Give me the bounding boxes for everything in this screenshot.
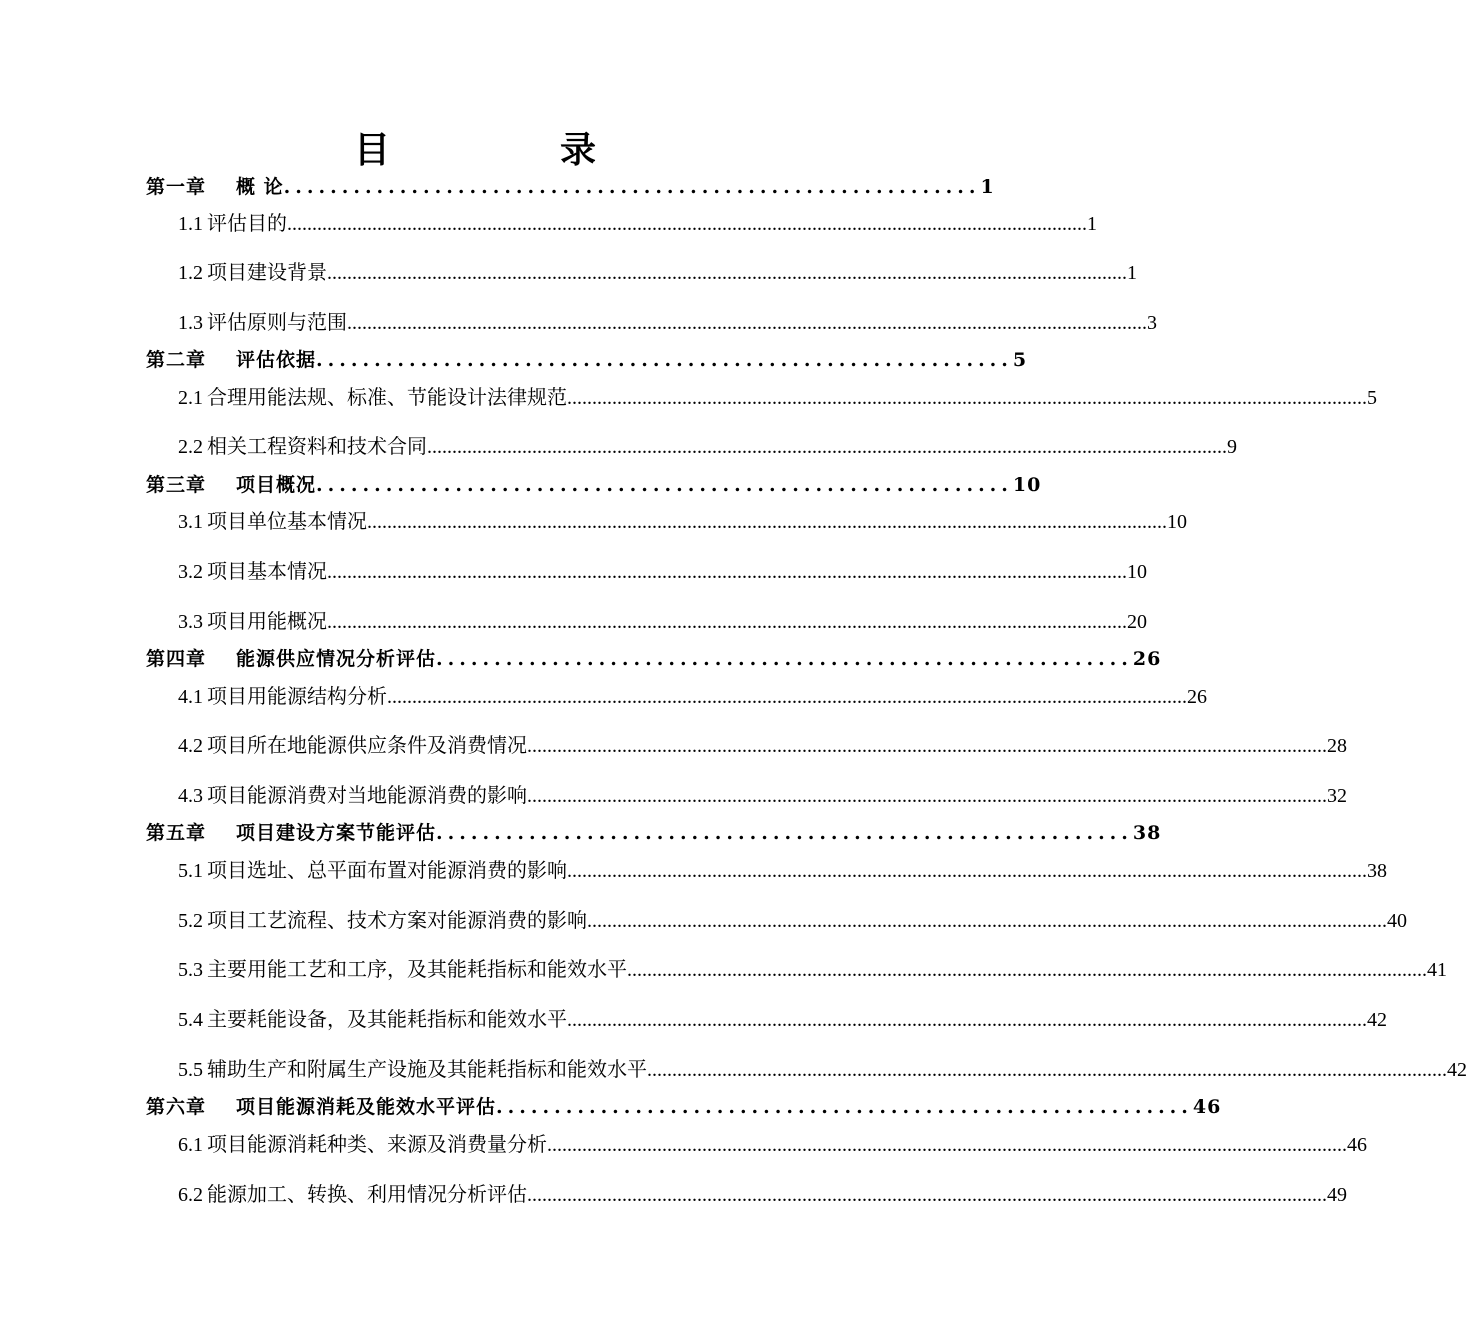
toc-entry-title: 项目概况 [236, 474, 317, 496]
dot-leader: ................................................................................................................................................................ [567, 387, 1367, 409]
dot-leader: ................................................................................................................................................................ [647, 1059, 1447, 1081]
toc-entry-number: 6.1 [178, 1134, 203, 1156]
toc-entry-label [178, 731, 527, 761]
toc-section-entry[interactable] [178, 1005, 1387, 1035]
toc-entry-label [178, 258, 327, 288]
toc-section-entry[interactable] [178, 731, 1347, 761]
toc-entry-label [146, 470, 316, 500]
toc-entry-page-number: 1 [980, 176, 995, 198]
toc-entry-title: 项目建设方案节能评估 [236, 822, 437, 844]
toc-chapter-entry[interactable] [146, 470, 1042, 500]
toc-entry-label [178, 906, 587, 936]
toc-entry-label [178, 607, 327, 637]
toc-entry-title: 项目单位基本情况 [207, 511, 367, 533]
toc-entry-number: 5.2 [178, 910, 203, 932]
toc-entry-number: 1.2 [178, 262, 203, 284]
dot-leader: ................................................................................................................................................................ [327, 611, 1127, 633]
toc-entry-page-number: 26 [1132, 648, 1162, 670]
toc-entry-label [178, 781, 527, 811]
toc-section-entry[interactable] [178, 1180, 1347, 1210]
toc-entry-label [178, 1130, 547, 1160]
toc-chapter-entry[interactable] [146, 818, 1162, 848]
toc-entry-title: 主要耗能设备，及其能耗指标和能效水平 [207, 1009, 567, 1031]
toc-entry-title: 项目用能概况 [207, 611, 327, 633]
toc-entry-title: 评估原则与范围 [207, 312, 347, 334]
toc-entry-page-number: 40 [1387, 910, 1407, 932]
toc-entry-label [146, 644, 436, 674]
toc-entry-page-number: 10 [1167, 511, 1187, 533]
toc-entry-number: 4.1 [178, 686, 203, 708]
dot-leader: ............................................................ [283, 176, 981, 198]
dot-leader: ................................................................................................................................................................ [347, 312, 1147, 334]
dot-leader: ................................................................................................................................................................ [587, 910, 1387, 932]
toc-entry-title: 项目选址、总平面布置对能源消费的影响 [207, 860, 567, 882]
dot-leader: ............................................................ [496, 1096, 1193, 1118]
toc-entry-page-number: 49 [1327, 1184, 1347, 1206]
toc-entry-title: 项目能源消耗种类、来源及消费量分析 [207, 1134, 547, 1156]
toc-entry-page-number: 1 [1127, 262, 1137, 284]
toc-entry-title: 项目建设背景 [207, 262, 327, 284]
toc-section-entry[interactable] [178, 308, 1157, 338]
toc-entry-title: 辅助生产和附属生产设施及其能耗指标和能效水平 [207, 1059, 647, 1081]
toc-entry-title: 合理用能法规、标准、节能设计法律规范 [207, 387, 567, 409]
toc-section-entry[interactable] [178, 258, 1137, 288]
dot-leader: ................................................................................................................................................................ [527, 785, 1327, 807]
toc-entry-label [178, 308, 347, 338]
toc-section-entry[interactable] [178, 507, 1187, 537]
toc-entry-page-number: 38 [1132, 822, 1162, 844]
toc-entry-page-number: 41 [1427, 959, 1447, 981]
toc-entry-label [178, 1055, 647, 1085]
toc-entry-title: 项目用能源结构分析 [207, 686, 387, 708]
toc-chapter-entry[interactable] [146, 644, 1162, 674]
toc-section-entry[interactable] [178, 209, 1097, 239]
toc-entry-title: 概 论 [236, 176, 284, 198]
toc-entry-number: 1.3 [178, 312, 203, 334]
toc-entry-title: 项目工艺流程、技术方案对能源消费的影响 [207, 910, 587, 932]
toc-entry-label [146, 1092, 496, 1122]
toc-entry-number: 3.2 [178, 561, 203, 583]
toc-entry-page-number: 3 [1147, 312, 1157, 334]
toc-chapter-entry[interactable] [146, 172, 995, 202]
toc-entry-page-number: 10 [1127, 561, 1147, 583]
toc-entry-title: 相关工程资料和技术合同 [207, 436, 427, 458]
toc-entry-page-number: 42 [1447, 1059, 1467, 1081]
toc-section-entry[interactable] [178, 955, 1447, 985]
page-title [0, 126, 950, 174]
toc-entry-number: 第五章 [146, 822, 207, 844]
toc-entry-page-number: 10 [1012, 474, 1042, 496]
toc-section-entry[interactable] [178, 1055, 1467, 1085]
toc-entry-title: 评估依据 [236, 349, 317, 371]
toc-entry-title: 项目能源消耗及能效水平评估 [236, 1096, 497, 1118]
toc-entry-title: 项目基本情况 [207, 561, 327, 583]
dot-leader: ................................................................................................................................................................ [627, 959, 1427, 981]
dot-leader: ................................................................................................................................................................ [327, 262, 1127, 284]
dot-leader: ................................................................................................................................................................ [527, 735, 1327, 757]
toc-chapter-entry[interactable] [146, 1092, 1222, 1122]
toc-entry-label [178, 383, 567, 413]
toc-entry-number: 5.4 [178, 1009, 203, 1031]
toc-entry-page-number: 28 [1327, 735, 1347, 757]
dot-leader: ................................................................................................................................................................ [427, 436, 1227, 458]
toc-entry-number: 第四章 [146, 648, 207, 670]
toc-entry-number: 4.3 [178, 785, 203, 807]
toc-entry-label [178, 1180, 527, 1210]
toc-section-entry[interactable] [178, 906, 1407, 936]
title-char: 目 [354, 129, 391, 171]
toc-entry-number: 1.1 [178, 213, 203, 235]
toc-entry-title: 项目能源消费对当地能源消费的影响 [207, 785, 527, 807]
toc-chapter-entry[interactable] [146, 345, 1028, 375]
toc-section-entry[interactable] [178, 557, 1147, 587]
toc-entry-page-number: 20 [1127, 611, 1147, 633]
dot-leader: ................................................................................................................................................................ [547, 1134, 1347, 1156]
toc-entry-number: 6.2 [178, 1184, 203, 1206]
toc-section-entry[interactable] [178, 856, 1387, 886]
dot-leader: ................................................................................................................................................................ [287, 213, 1087, 235]
toc-entry-label [178, 856, 567, 886]
toc-section-entry[interactable] [178, 607, 1147, 637]
toc-entry-number: 5.1 [178, 860, 203, 882]
toc-entry-title: 评估目的 [207, 213, 287, 235]
toc-entry-title: 项目所在地能源供应条件及消费情况 [207, 735, 527, 757]
toc-entry-number: 第二章 [146, 349, 207, 371]
toc-entry-number: 第一章 [146, 176, 207, 198]
toc-section-entry[interactable] [178, 383, 1377, 413]
dot-leader: ................................................................................................................................................................ [327, 561, 1127, 583]
toc-entry-number: 3.1 [178, 511, 203, 533]
dot-leader: ................................................................................................................................................................ [367, 511, 1167, 533]
toc-entry-label [146, 818, 436, 848]
toc-section-entry[interactable] [178, 432, 1237, 462]
toc-entry-title: 能源供应情况分析评估 [236, 648, 437, 670]
toc-entry-label [178, 507, 367, 537]
toc-entry-page-number: 42 [1367, 1009, 1387, 1031]
toc-entry-number: 第六章 [146, 1096, 207, 1118]
dot-leader: ................................................................................................................................................................ [387, 686, 1187, 708]
toc-entry-page-number: 1 [1087, 213, 1097, 235]
toc-entry-title: 主要用能工艺和工序，及其能耗指标和能效水平 [207, 959, 627, 981]
toc-entry-label [146, 172, 284, 202]
toc-section-entry[interactable] [178, 1130, 1367, 1160]
toc-entry-page-number: 9 [1227, 436, 1237, 458]
toc-entry-number: 2.2 [178, 436, 203, 458]
dot-leader: ................................................................................................................................................................ [527, 1184, 1327, 1206]
dot-leader: ............................................................ [316, 474, 1013, 496]
toc-entry-number: 5.5 [178, 1059, 203, 1081]
toc-entry-page-number: 32 [1327, 785, 1347, 807]
title-char: 录 [560, 129, 597, 171]
toc-entry-label [178, 209, 287, 239]
dot-leader: ............................................................ [316, 349, 1013, 371]
toc-entry-page-number: 5 [1367, 387, 1377, 409]
toc-section-entry[interactable] [178, 781, 1347, 811]
dot-leader: ............................................................ [436, 648, 1133, 670]
dot-leader: ............................................................ [436, 822, 1133, 844]
toc-entry-page-number: 38 [1367, 860, 1387, 882]
toc-entry-label [178, 432, 427, 462]
toc-entry-label [178, 682, 387, 712]
toc-entry-page-number: 26 [1187, 686, 1207, 708]
toc-entry-title: 能源加工、转换、利用情况分析评估 [207, 1184, 527, 1206]
dot-leader: ................................................................................................................................................................ [567, 860, 1367, 882]
toc-entry-number: 第三章 [146, 474, 207, 496]
toc-entry-number: 3.3 [178, 611, 203, 633]
toc-entry-number: 5.3 [178, 959, 203, 981]
toc-entry-page-number: 46 [1347, 1134, 1367, 1156]
toc-entry-label [178, 1005, 567, 1035]
toc-entry-page-number: 46 [1192, 1096, 1222, 1118]
toc-section-entry[interactable] [178, 682, 1207, 712]
toc-entry-label [178, 557, 327, 587]
toc-entry-page-number: 5 [1012, 349, 1028, 371]
toc-entry-number: 4.2 [178, 735, 203, 757]
dot-leader: ................................................................................................................................................................ [567, 1009, 1367, 1031]
toc-entry-label [146, 345, 316, 375]
toc-entry-number: 2.1 [178, 387, 203, 409]
toc-entry-label [178, 955, 627, 985]
